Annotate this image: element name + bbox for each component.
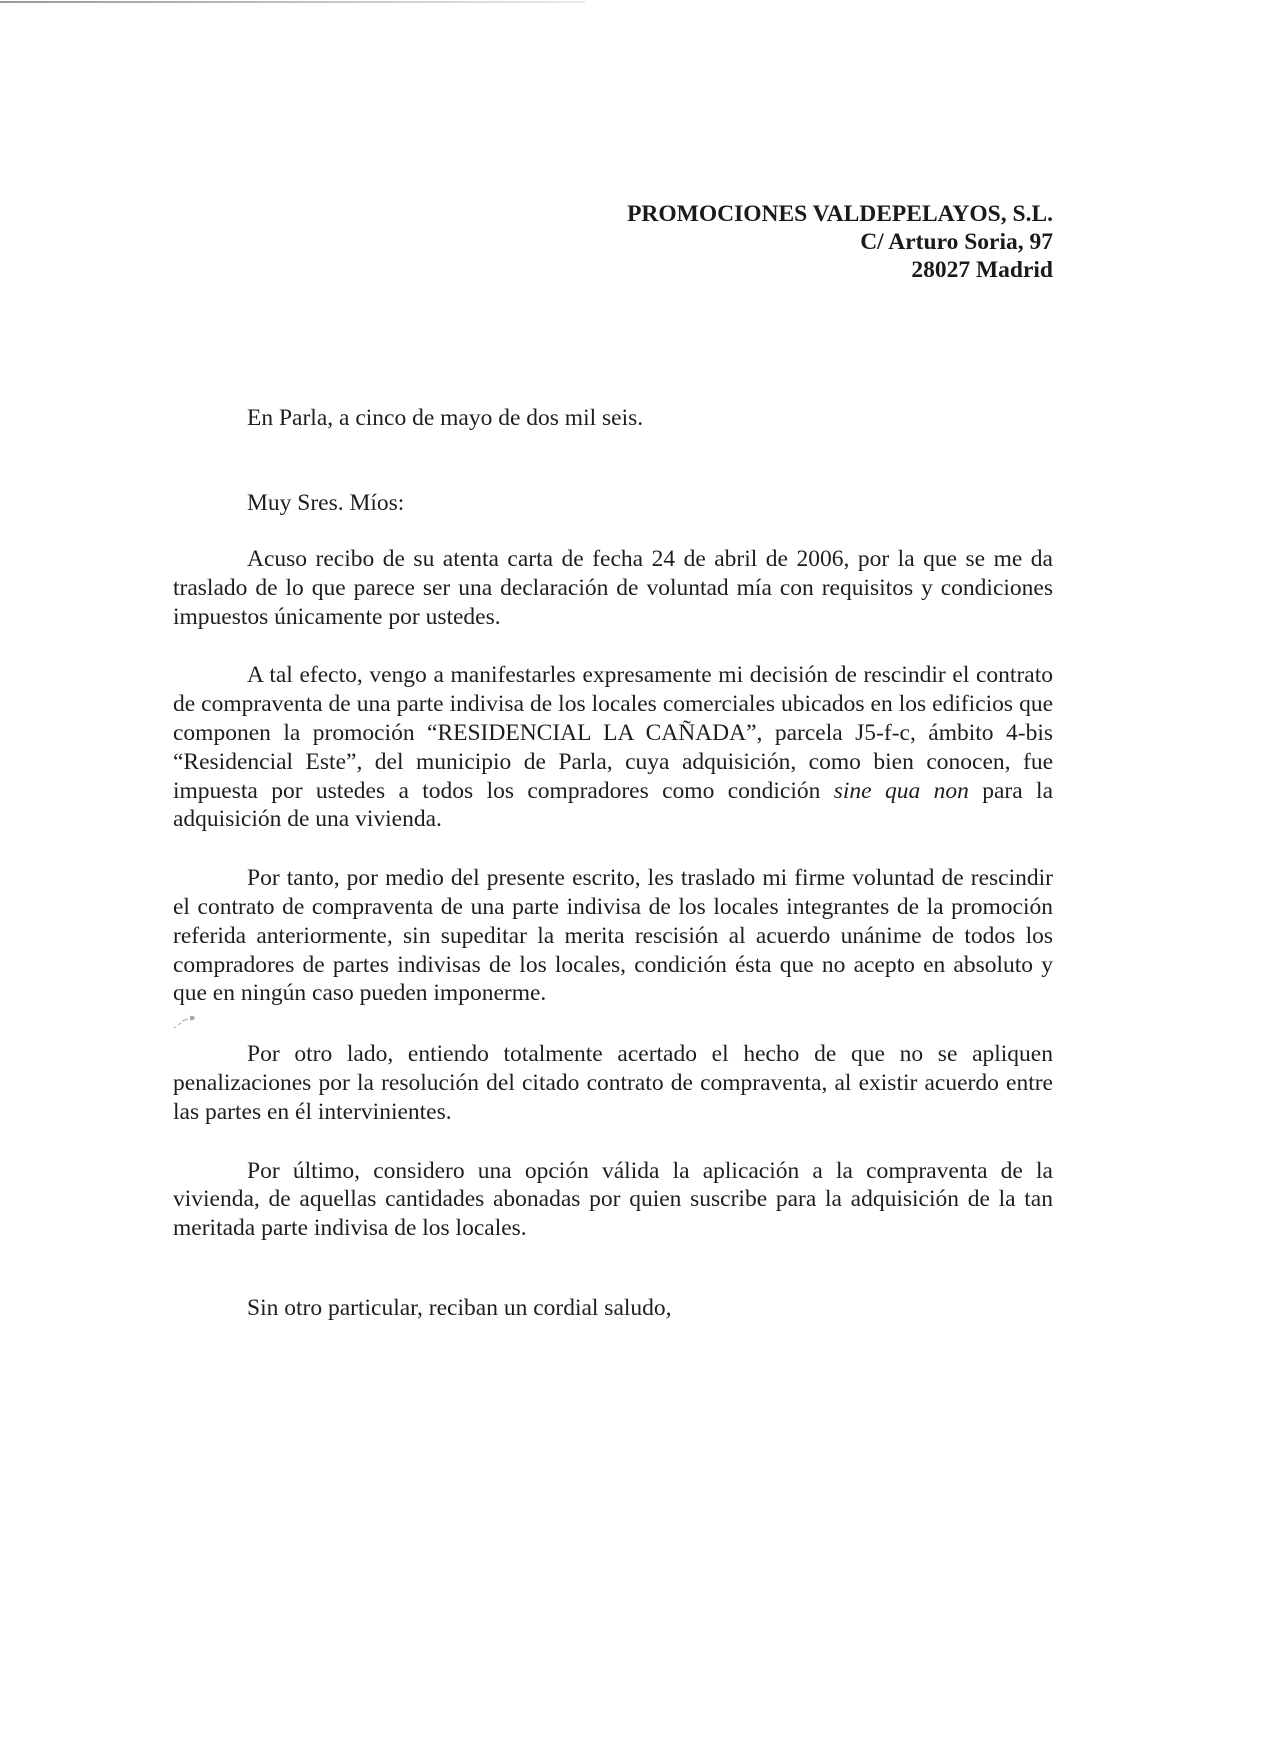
salutation: Muy Sres. Míos: [247,490,405,516]
paragraph-text: A tal efecto, vengo a manifestarles expresamente mi decisión de rescindir el contrato de compraventa de una parte indivisa de los locales comerciales ubicados en los edificios que componen la promoción “RESIDENCIAL LA CAÑADA”, parcela J5-f-c, ámbito 4-bis “Residencial Este”, del municipio de Parla, cuya adquisición, como bien conocen, fue impuesta por ustedes a todos los compradores como condición [173,662,1053,804]
date-line: En Parla, a cinco de mayo de dos mil seis. [247,405,644,431]
recipient-company: PROMOCIONES VALDEPELAYOS, S.L. [627,201,1053,227]
recipient-address-block [627,200,1053,284]
letter-body [173,545,1053,1243]
closing-line: Sin otro particular, reciban un cordial saludo, [247,1295,672,1321]
paragraph-text: para la adquisición de una vivienda. [173,777,1054,833]
paragraph-penalties: Por otro lado, entiendo totalmente acertado el hecho de que no se apliquen penalizaciones por la resolución del citado contrato de compraventa, al existir acuerdo entre las partes en él intervinientes. [173,1041,1053,1125]
scan-edge-line [0,1,585,3]
ink-smudge-mark [172,1013,198,1031]
paragraph-rescission-decision [173,661,1053,834]
paragraph-firm-will: Por tanto, por medio del presente escrito, les traslado mi firme voluntad de rescindir el contrato de compraventa de una parte indivisa de los locales integrantes de la promoción referida anteriormente, sin supeditar la merita rescisión al acuerdo unánime de todos los compradores de partes indivisas de los locales, condición ésta que no acepto en absoluto y que en ningún caso pueden imponerme. [173,865,1053,1007]
recipient-city: 28027 Madrid [911,257,1053,283]
recipient-street: C/ Arturo Soria, 97 [860,229,1053,255]
italic-phrase: sine qua non [833,777,969,804]
paragraph-acknowledgement: Acuso recibo de su atenta carta de fecha 24 de abril de 2006, por la que se me da traslado de lo que parece ser una declaración de voluntad mía con requisitos y condiciones impuestos únicamente por ustedes. [173,546,1053,630]
paragraph-payment-application: Por último, considero una opción válida la aplicación a la compraventa de la vivienda, de aquellas cantidades abonadas por quien suscribe para la adquisición de la tan meritada parte indivisa de los locales. [173,1157,1053,1242]
